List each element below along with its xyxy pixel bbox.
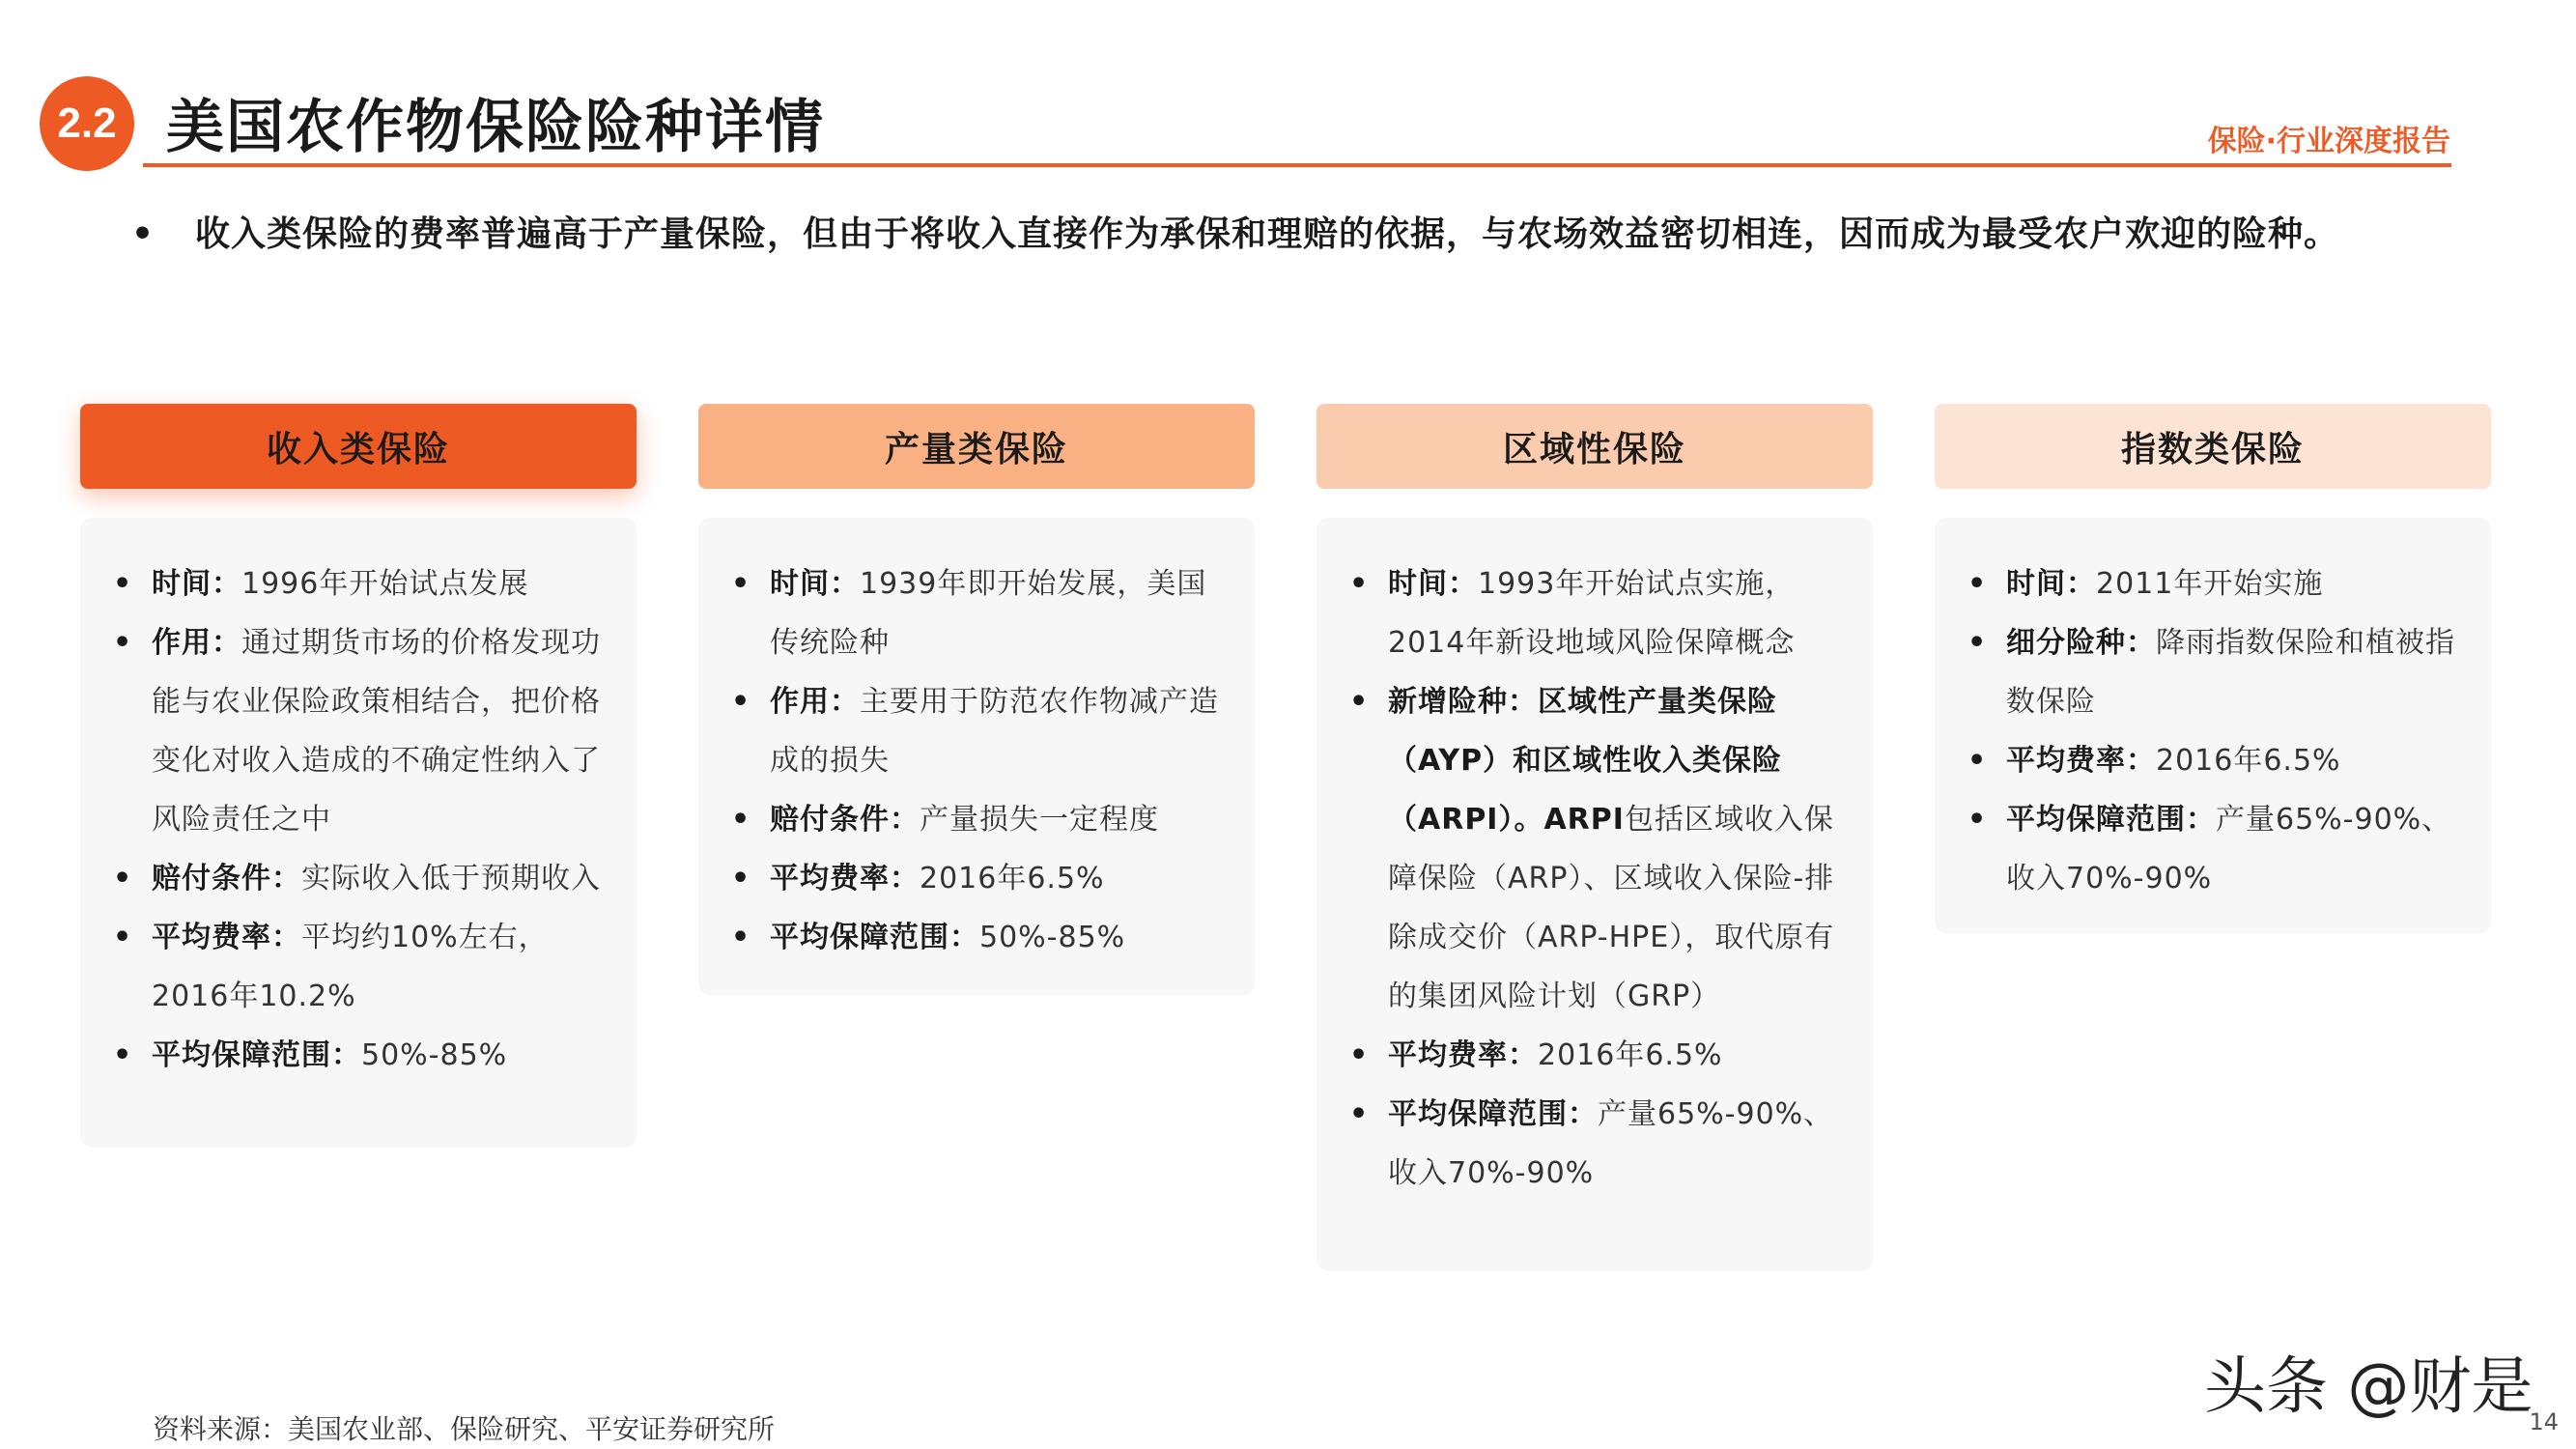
intro-bullet: • [131,214,156,254]
list-item: • 时间：1939年即开始发展，美国传统险种 [727,554,1226,672]
list-item: • 新增险种：区域性产量类保险（AYP）和区域性收入类保险（ARPI）。ARPI包括区域收入保障保险（ARP）、区域收入保险-排除成交价（ARP-HPE），取代原有的集团风险计划（GRP） [1345,672,1844,1026]
list-item: • 平均费率：2016年6.5% [1345,1026,1844,1085]
column-regional-insurance [1316,404,1873,1271]
list-item: • 时间：2011年开始实施 [1964,554,2462,613]
data-source-note: 资料来源：美国农业部、保险研究、平安证券研究所 [153,1413,776,1445]
page-title: 美国农作物保险险种详情 [166,94,825,161]
section-number-badge: 2.2 [40,76,134,171]
column-index-insurance [1935,404,2491,933]
list-item: • 赔付条件：产量损失一定程度 [727,790,1226,849]
column-header: 区域性保险 [1316,404,1873,489]
column-yield-insurance [698,404,1255,995]
column-card [1935,518,2491,933]
column-card [80,518,637,1148]
page-number: 14 [2529,1408,2559,1435]
column-header: 产量类保险 [698,404,1255,489]
column-income-insurance [80,404,637,1148]
list-item: • 平均保障范围：产量65%-90%、收入70%-90% [1964,790,2462,908]
watermark: 头条 @财是 [2204,1351,2534,1423]
column-card [1316,518,1873,1271]
column-header: 指数类保险 [1935,404,2491,489]
header-divider [143,163,2451,167]
column-header: 收入类保险 [80,404,637,489]
list-item: • 作用：主要用于防范农作物减产造成的损失 [727,672,1226,790]
list-item: • 赔付条件：实际收入低于预期收入 [109,849,608,908]
intro-text: 收入类保险的费率普遍高于产量保险，但由于将收入直接作为承保和理赔的依据，与农场效益密切相连，因而成为最受农户欢迎的险种。 [195,214,2340,254]
list-item: • 平均保障范围：产量65%-90%、收入70%-90% [1345,1085,1844,1203]
list-item: • 时间：1993年开始试点实施，2014年新设地域风险保障概念 [1345,554,1844,672]
list-item: • 平均保障范围：50%-85% [727,908,1226,967]
list-item: • 细分险种：降雨指数保险和植被指数保险 [1964,613,2462,731]
report-category-tag: 保险·行业深度报告 [2207,125,2450,158]
intro-paragraph [131,199,2473,270]
list-item: • 平均费率：2016年6.5% [727,849,1226,908]
list-item: • 平均保障范围：50%-85% [109,1026,608,1085]
list-item: • 平均费率：2016年6.5% [1964,731,2462,790]
column-card [698,518,1255,995]
list-item: • 作用：通过期货市场的价格发现功能与农业保险政策相结合，把价格变化对收入造成的不确定性纳入了风险责任之中 [109,613,608,849]
list-item: • 时间：1996年开始试点发展 [109,554,608,613]
list-item: • 平均费率：平均约10%左右，2016年10.2% [109,908,608,1026]
